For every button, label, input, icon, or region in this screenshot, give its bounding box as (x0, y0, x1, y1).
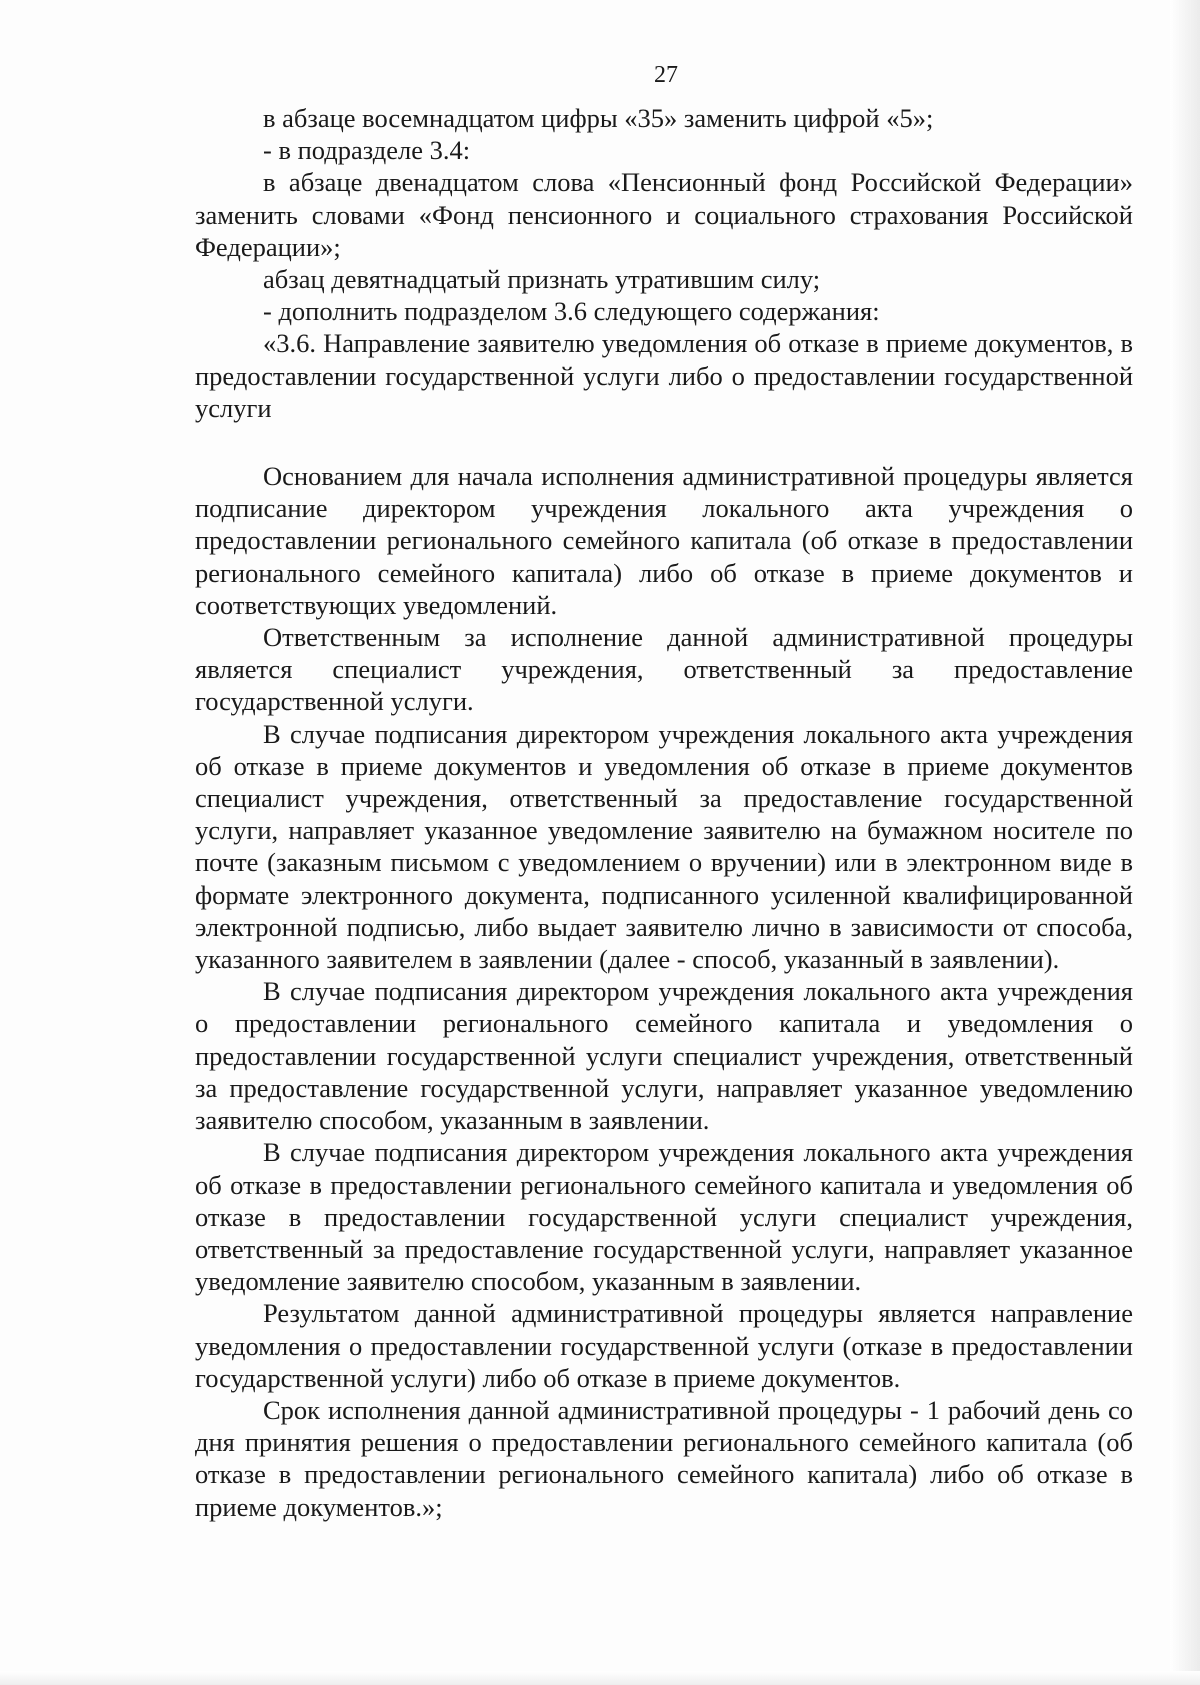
paragraph-subsection-3-4: - в подразделе 3.4: (263, 135, 471, 166)
paragraph-add-subsection-3-6: - дополнить подразделом 3.6 следующего содержания: (263, 296, 880, 327)
section-gap (195, 424, 1133, 460)
scan-edge-bottom (0, 1671, 1200, 1685)
page-number: 27 (654, 62, 678, 88)
paragraph-paragraph-19-void: абзац девятнадцатый признать утратившим силу; (263, 264, 821, 295)
paragraph-refusal-documents: В случае подписания директором учреждения локального акта учреждения об отказе в приеме документов и уведомления об отказе в приеме документов специалист учреждения, ответственный за предоставление государственной услуги, направляет указанное уведомление заявителю на бумажном носителе по почте (заказным письмом с уведомлением о вручении) или в электронном виде в формате электронного документа, подписанного усиленной квалифицированной электронной подписью, либо выдает заявителю лично в зависимости от способа, указанного заявителем в заявлении (далее - способ, указанный в заявлении). (195, 718, 1133, 975)
paragraph-deadline: Срок исполнения данной административной процедуры - 1 рабочий день со дня принятия решения о предоставлении регионального семейного капитала (об отказе в предоставлении регионального семейного капитала) либо об отказе в приеме документов.»; (195, 1394, 1133, 1522)
document-body (195, 102, 1133, 1523)
paragraph-responsible: Ответственным за исполнение данной административной процедуры является специалист учреждения, ответственный за предоставление государственной услуги. (195, 622, 1133, 717)
paragraph-refusal-capital: В случае подписания директором учреждения локального акта учреждения об отказе в предоставлении регионального семейного капитала и уведомления об отказе в предоставлении государственной услуги специалист учреждения, ответственный за предоставление государственной услуги, направляет указанное уведомление заявителю способом, указанным в заявлении. (195, 1137, 1133, 1297)
paragraph-amend-paragraph-18: в абзаце восемнадцатом цифры «35» заменить цифрой «5»; (263, 103, 934, 133)
subsection-3-6-heading: «3.6. Направление заявителю уведомления об отказе в приеме документов, в предоставлении государственной услуги либо о предоставлении государственной услуги (195, 328, 1133, 423)
paragraph-result: Результатом данной административной процедуры является направление уведомления о предоставлении государственной услуги (отказе в предоставлении государственной услуги) либо об отказе в приеме документов. (195, 1298, 1133, 1393)
paragraph-provision-capital: В случае подписания директором учреждения локального акта учреждения о предоставлении регионального семейного капитала и уведомления о предоставлении государственной услуги специалист учреждения, ответственный за предоставление государственной услуги, направляет указанное уведомлению заявителю способом, указанным в заявлении. (195, 976, 1133, 1136)
paragraph-amend-paragraph-12: в абзаце двенадцатом слова «Пенсионный фонд Российской Федерации» заменить словами «Фонд пенсионного и социального страхования Российской Федерации»; (195, 167, 1133, 262)
paragraph-grounds: Основанием для начала исполнения административной процедуры является подписание директором учреждения локального акта учреждения о предоставлении регионального семейного капитала (об отказе в предоставлении регионального семейного капитала) либо об отказе в приеме документов и соответствующих уведомлений. (195, 461, 1133, 620)
scan-edge-right (1170, 0, 1200, 1685)
